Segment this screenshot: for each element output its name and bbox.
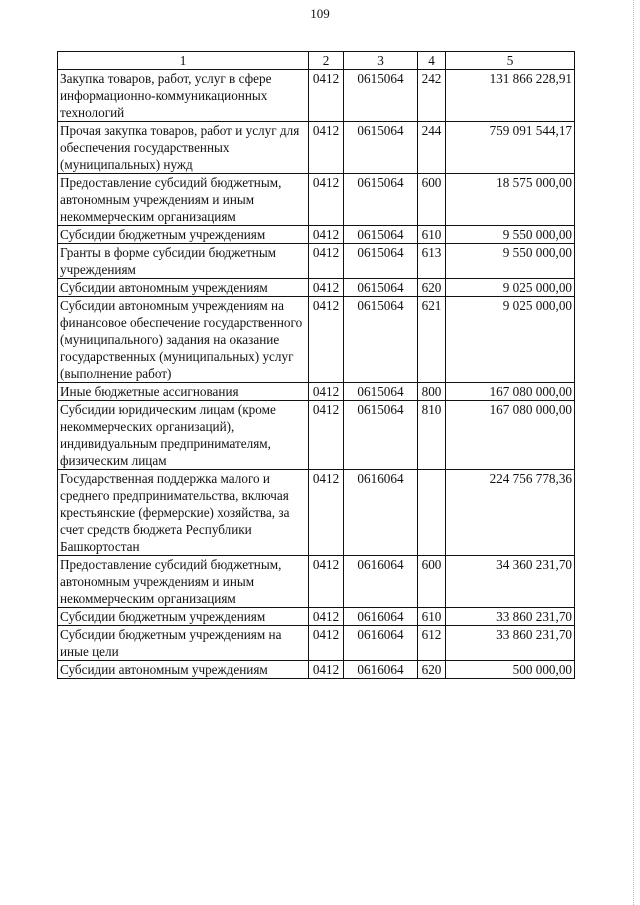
table-row bbox=[58, 122, 575, 174]
table-body bbox=[58, 70, 575, 679]
cell-name: Закупка товаров, работ, услуг в сфере информационно-коммуникационных технологий bbox=[58, 70, 309, 122]
cell-expense-type: 610 bbox=[418, 608, 446, 626]
table-row bbox=[58, 401, 575, 470]
scan-edge-line bbox=[632, 0, 634, 905]
table-row bbox=[58, 244, 575, 279]
cell-target-code: 0616064 bbox=[344, 626, 418, 661]
cell-expense-type: 621 bbox=[418, 297, 446, 383]
table-row bbox=[58, 661, 575, 679]
table-row bbox=[58, 470, 575, 556]
cell-target-code: 0615064 bbox=[344, 297, 418, 383]
cell-amount: 9 550 000,00 bbox=[446, 226, 575, 244]
cell-target-code: 0615064 bbox=[344, 401, 418, 470]
table-row bbox=[58, 226, 575, 244]
cell-expense-type: 244 bbox=[418, 122, 446, 174]
cell-target-code: 0615064 bbox=[344, 122, 418, 174]
cell-amount: 167 080 000,00 bbox=[446, 401, 575, 470]
cell-section-code: 0412 bbox=[309, 226, 344, 244]
header-col-2: 2 bbox=[309, 52, 344, 70]
cell-amount: 34 360 231,70 bbox=[446, 556, 575, 608]
cell-amount: 9 550 000,00 bbox=[446, 244, 575, 279]
cell-amount: 131 866 228,91 bbox=[446, 70, 575, 122]
cell-amount: 759 091 544,17 bbox=[446, 122, 575, 174]
cell-name: Гранты в форме субсидии бюджетным учреждениям bbox=[58, 244, 309, 279]
cell-section-code: 0412 bbox=[309, 174, 344, 226]
header-row bbox=[58, 52, 575, 70]
table-row bbox=[58, 556, 575, 608]
table-row bbox=[58, 297, 575, 383]
cell-name: Субсидии бюджетным учреждениям bbox=[58, 608, 309, 626]
cell-name: Иные бюджетные ассигнования bbox=[58, 383, 309, 401]
cell-expense-type: 613 bbox=[418, 244, 446, 279]
table-row bbox=[58, 626, 575, 661]
cell-expense-type: 612 bbox=[418, 626, 446, 661]
table-row bbox=[58, 70, 575, 122]
cell-amount: 9 025 000,00 bbox=[446, 279, 575, 297]
cell-target-code: 0616064 bbox=[344, 608, 418, 626]
cell-section-code: 0412 bbox=[309, 401, 344, 470]
cell-expense-type bbox=[418, 470, 446, 556]
cell-amount: 33 860 231,70 bbox=[446, 608, 575, 626]
table-row bbox=[58, 279, 575, 297]
cell-name: Субсидии автономным учреждениям bbox=[58, 661, 309, 679]
cell-expense-type: 600 bbox=[418, 556, 446, 608]
cell-name: Прочая закупка товаров, работ и услуг для обеспечения государственных (муниципальных) нужд bbox=[58, 122, 309, 174]
cell-expense-type: 620 bbox=[418, 661, 446, 679]
page-number: 109 bbox=[310, 6, 330, 21]
cell-expense-type: 600 bbox=[418, 174, 446, 226]
cell-section-code: 0412 bbox=[309, 279, 344, 297]
cell-name: Субсидии автономным учреждениям на финансовое обеспечение государственного (муниципального) задания на оказание государственных (муниципальных) услуг (выполнение работ) bbox=[58, 297, 309, 383]
table-header bbox=[58, 52, 575, 70]
budget-table bbox=[57, 51, 575, 679]
cell-section-code: 0412 bbox=[309, 70, 344, 122]
cell-target-code: 0615064 bbox=[344, 174, 418, 226]
cell-section-code: 0412 bbox=[309, 556, 344, 608]
header-col-1: 1 bbox=[58, 52, 309, 70]
header-col-3: 3 bbox=[344, 52, 418, 70]
cell-target-code: 0615064 bbox=[344, 383, 418, 401]
cell-section-code: 0412 bbox=[309, 122, 344, 174]
cell-amount: 167 080 000,00 bbox=[446, 383, 575, 401]
cell-section-code: 0412 bbox=[309, 470, 344, 556]
cell-name: Предоставление субсидий бюджетным, автономным учреждениям и иным некоммерческим организациям bbox=[58, 556, 309, 608]
cell-section-code: 0412 bbox=[309, 626, 344, 661]
cell-target-code: 0615064 bbox=[344, 244, 418, 279]
cell-target-code: 0616064 bbox=[344, 661, 418, 679]
cell-name: Субсидии юридическим лицам (кроме некоммерческих организаций), индивидуальным предпринимателям, физическим лицам bbox=[58, 401, 309, 470]
cell-section-code: 0412 bbox=[309, 244, 344, 279]
cell-amount: 33 860 231,70 bbox=[446, 626, 575, 661]
cell-target-code: 0616064 bbox=[344, 556, 418, 608]
cell-expense-type: 610 bbox=[418, 226, 446, 244]
cell-name: Государственная поддержка малого и среднего предпринимательства, включая крестьянские (фермерские) хозяйства, за счет средств бюджета Республики Башкортостан bbox=[58, 470, 309, 556]
cell-name: Субсидии автономным учреждениям bbox=[58, 279, 309, 297]
cell-name: Предоставление субсидий бюджетным, автономным учреждениям и иным некоммерческим организациям bbox=[58, 174, 309, 226]
header-col-4: 4 bbox=[418, 52, 446, 70]
cell-target-code: 0615064 bbox=[344, 226, 418, 244]
cell-expense-type: 800 bbox=[418, 383, 446, 401]
cell-amount: 9 025 000,00 bbox=[446, 297, 575, 383]
cell-section-code: 0412 bbox=[309, 608, 344, 626]
cell-expense-type: 810 bbox=[418, 401, 446, 470]
cell-target-code: 0615064 bbox=[344, 70, 418, 122]
cell-amount: 18 575 000,00 bbox=[446, 174, 575, 226]
header-col-5: 5 bbox=[446, 52, 575, 70]
table-row bbox=[58, 174, 575, 226]
cell-section-code: 0412 bbox=[309, 383, 344, 401]
cell-section-code: 0412 bbox=[309, 297, 344, 383]
cell-amount: 500 000,00 bbox=[446, 661, 575, 679]
cell-section-code: 0412 bbox=[309, 661, 344, 679]
cell-name: Субсидии бюджетным учреждениям на иные цели bbox=[58, 626, 309, 661]
cell-amount: 224 756 778,36 bbox=[446, 470, 575, 556]
cell-expense-type: 242 bbox=[418, 70, 446, 122]
cell-target-code: 0616064 bbox=[344, 470, 418, 556]
cell-expense-type: 620 bbox=[418, 279, 446, 297]
table-row bbox=[58, 608, 575, 626]
table-row bbox=[58, 383, 575, 401]
cell-target-code: 0615064 bbox=[344, 279, 418, 297]
cell-name: Субсидии бюджетным учреждениям bbox=[58, 226, 309, 244]
